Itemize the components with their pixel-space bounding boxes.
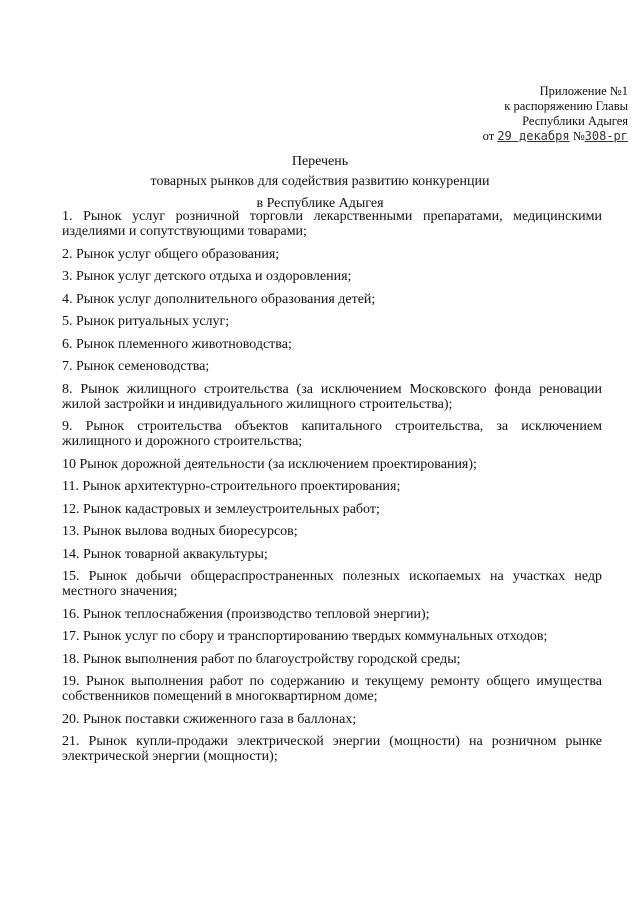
title-line-3: в Республике Адыгея <box>256 196 384 211</box>
list-item: 5. Рынок ритуальных услуг; <box>62 314 230 329</box>
list-item: 15. Рынок добычи общераспространенных полезных ископаемых на участках недр местного значения; <box>62 569 602 599</box>
title-line-2: товарных рынков для содействия развитию конкуренции <box>150 174 490 189</box>
title-line-1: Перечень <box>291 154 349 169</box>
list-item: 18. Рынок выполнения работ по благоустройству городской среды; <box>62 651 461 667</box>
list-item: 1. Рынок услуг розничной торговли лекарственными препаратами, медицинскими изделиями и сопутствующими товарами; <box>62 209 602 239</box>
appendix-order-ref: к распоряжению Главы <box>504 99 628 113</box>
appendix-date-line <box>428 129 628 144</box>
list-item: 16. Рынок теплоснабжения (производство тепловой энергии); <box>62 606 430 622</box>
handwritten-number: 308-рг <box>584 129 628 143</box>
list-item: 10 Рынок дорожной деятельности (за исключением проектирования); <box>62 456 477 472</box>
list-item: 14. Рынок товарной аквакультуры; <box>62 546 268 562</box>
document-title <box>0 152 640 214</box>
number-prefix: № <box>572 129 585 143</box>
list-item: 9. Рынок строительства объектов капитального строительства, за исключением жилищного и дорожного строительства; <box>62 419 602 449</box>
list-item: 8. Рынок жилищного строительства (за исключением Московского фонда реновации жилой застройки и индивидуального жилищного строительства); <box>62 381 602 412</box>
list-item: 12. Рынок кадастровых и землеустроительных работ; <box>62 501 380 517</box>
markets-list <box>62 209 602 772</box>
list-item: 7. Рынок семеноводства; <box>62 359 210 374</box>
list-item: 17. Рынок услуг по сбору и транспортированию твердых коммунальных отходов; <box>62 629 548 644</box>
list-item: 19. Рынок выполнения работ по содержанию и текущему ремонту общего имущества собственников помещений в многоквартирном доме; <box>62 674 602 704</box>
appendix-header <box>428 84 628 144</box>
list-item: 20. Рынок поставки сжиженного газа в баллонах; <box>62 711 357 727</box>
handwritten-date: 29 декабря <box>497 129 570 143</box>
appendix-region: Республики Адыгея <box>522 114 628 128</box>
list-item: 11. Рынок архитектурно-строительного проектирования; <box>62 479 401 494</box>
list-item: 13. Рынок вылова водных биоресурсов; <box>62 524 298 539</box>
list-item: 21. Рынок купли-продажи электрической энергии (мощности) на розничном рынке электрической энергии (мощности); <box>62 734 602 764</box>
date-prefix: от <box>482 129 495 143</box>
list-item: 2. Рынок услуг общего образования; <box>62 246 280 262</box>
list-item: 4. Рынок услуг дополнительного образования детей; <box>62 291 376 307</box>
list-item: 6. Рынок племенного животноводства; <box>62 336 292 352</box>
appendix-title: Приложение №1 <box>539 84 628 98</box>
list-item: 3. Рынок услуг детского отдыха и оздоровления; <box>62 269 352 284</box>
